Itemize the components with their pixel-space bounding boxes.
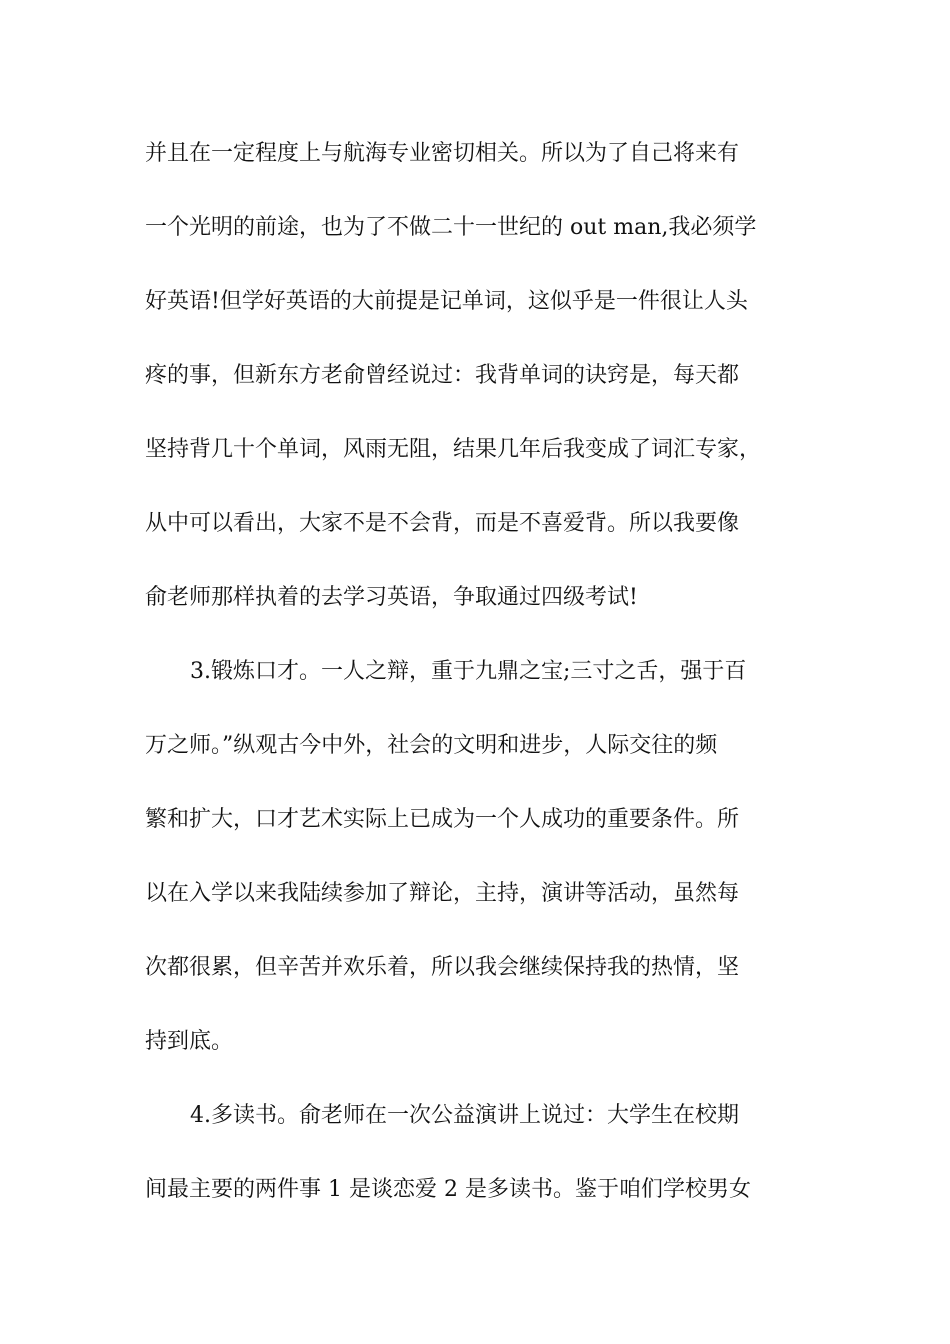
text-line: 好英语!但学好英语的大前提是记单词，这似乎是一件很让人头 — [145, 289, 748, 314]
text-line: 坚持背几十个单词，风雨无阻，结果几年后我变成了词汇专家， — [145, 437, 762, 462]
text-line: 并且在一定程度上与航海专业密切相关。所以为了自己将来有 — [145, 141, 740, 166]
text-line: 一个光明的前途，也为了不做二十一世纪的 out man,我必须学 — [145, 215, 757, 240]
text-line: 次都很累，但辛苦并欢乐着，所以我会继续保持我的热情，坚 — [145, 955, 740, 980]
text-line: 俞老师那样执着的去学习英语，争取通过四级考试! — [145, 585, 638, 610]
text-line: 万之师。”纵观古今中外，社会的文明和进步，人际交往的频 — [145, 733, 718, 758]
text-line: 间最主要的两件事 1 是谈恋爱 2 是多读书。鉴于咱们学校男女 — [145, 1177, 751, 1202]
body-text — [145, 135, 815, 1245]
paragraph-start-line: 3.锻炼口才。一人之辩，重于九鼎之宝;三寸之舌，强于百 — [190, 659, 747, 684]
text-line: 疼的事，但新东方老俞曾经说过：我背单词的诀窍是，每天都 — [145, 363, 740, 388]
paragraph-start-line: 4.多读书。俞老师在一次公益演讲上说过：大学生在校期 — [190, 1103, 739, 1128]
text-line: 以在入学以来我陆续参加了辩论，主持，演讲等活动，虽然每 — [145, 881, 740, 906]
text-line: 繁和扩大，口才艺术实际上已成为一个人成功的重要条件。所 — [145, 807, 740, 832]
text-line: 从中可以看出，大家不是不会背，而是不喜爱背。所以我要像 — [145, 511, 740, 536]
text-line: 持到底。 — [145, 1029, 234, 1054]
